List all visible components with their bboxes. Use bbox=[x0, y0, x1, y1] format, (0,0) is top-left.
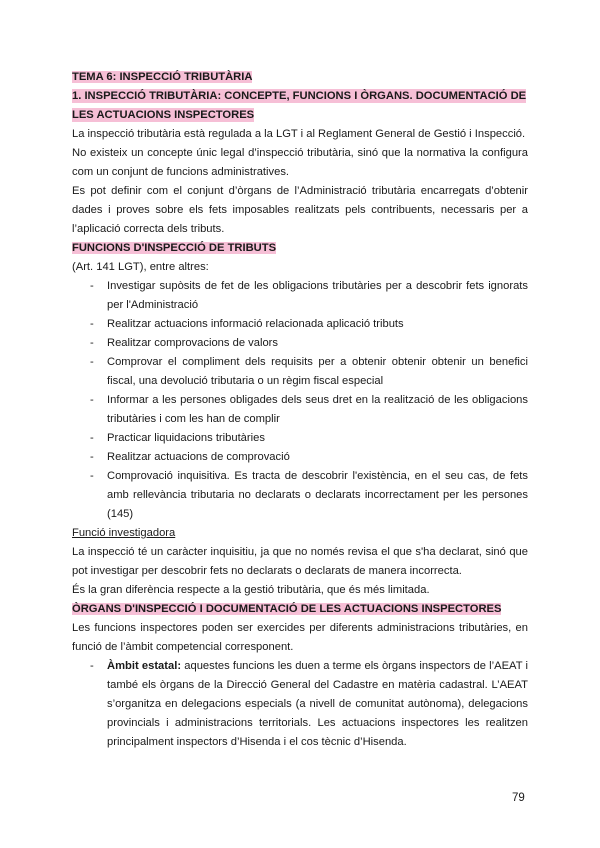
tema-title: TEMA 6: INSPECCIÓ TRIBUTÀRIA bbox=[72, 71, 253, 83]
organs-title: ÒRGANS D'INSPECCIÓ I DOCUMENTACIÓ DE LES ACTUACIONS INSPECTORES bbox=[72, 603, 502, 615]
funcions-intro: (Art. 141 LGT), entre altres: bbox=[72, 261, 209, 273]
page-number: 79 bbox=[512, 792, 525, 804]
paragraph-regulation: La inspecció tributària està regulada a la LGT i al Reglament General de Gestió i Inspecció. bbox=[72, 128, 526, 140]
list-item: - Practicar liquidacions tributàries bbox=[90, 432, 265, 444]
list-item: - Realitzar actuacions informació relacionada aplicació tributs bbox=[90, 318, 404, 330]
ambit-list bbox=[72, 657, 528, 752]
list-item: - Àmbit estatal: aquestes funcions les duen a terme els òrgans inspectors de l’AEAT i també els òrgans de la Direcció General del Cadastre en matèria cadastral. L’AEAT s’organitza en delegacions especials (a nivell de comunitat autònoma), delegacions provincials i administracions territorials. Les actuacions inspectores les realitzen principalment inspectors d’Hisenda i el cos tècnic d’Hisenda. bbox=[90, 660, 528, 748]
funcio-investigadora-title: Funció investigadora bbox=[72, 527, 176, 539]
paragraph-inquisitiu: La inspecció té un caràcter inquisitiu, ja que no només revisa el que s'ha declarat, sinó que pot investigar per descobrir fets no declarats o declarats de manera incorrecta. bbox=[72, 546, 528, 577]
list-item: - Realitzar comprovacions de valors bbox=[90, 337, 278, 349]
document-page bbox=[72, 68, 528, 752]
section1-title: 1. INSPECCIÓ TRIBUTÀRIA: CONCEPTE, FUNCIONS I ÒRGANS. DOCUMENTACIÓ DE LES ACTUACIONS INSPECTORES bbox=[72, 90, 527, 121]
list-item: - Comprovar el compliment dels requisits per a obtenir obtenir obtenir un benefici fiscal, una devolució tributaria o un règim fiscal especial bbox=[90, 356, 528, 387]
list-item: - Comprovació inquisitiva. Es tracta de descobrir l'existència, en el seu cas, de fets amb rellevància tributaria no declarats o declarats incorrectament per les persones (145) bbox=[90, 470, 528, 520]
paragraph-definition: Es pot definir com el conjunt d’òrgans de l’Administració tributària encarregats d’obtenir dades i proves sobre els fets imposables realitzats pels contribuents, necessaris per a l’aplicació correcta dels tributs. bbox=[72, 185, 528, 235]
paragraph-concept: No existeix un concepte únic legal d’inspecció tributària, sinó que la normativa la configura com un conjunt de funcions administratives. bbox=[72, 147, 528, 178]
paragraph-diferencia: És la gran diferència respecte a la gestió tributària, que és més limitada. bbox=[72, 584, 430, 596]
funcions-list bbox=[72, 277, 528, 524]
list-item: - Realitzar actuacions de comprovació bbox=[90, 451, 290, 463]
funcions-title: FUNCIONS D'INSPECCIÓ DE TRIBUTS bbox=[72, 242, 277, 254]
list-item: - Informar a les persones obligades dels seus dret en la realització de les obligacions tributàries i com les han de complir bbox=[90, 394, 528, 425]
paragraph-funcions-inspectores: Les funcions inspectores poden ser exercides per diferents administracions tributàries, en funció de l’àmbit competencial corresponent. bbox=[72, 622, 528, 653]
list-item: - Investigar supòsits de fet de les obligacions tributàries per a descobrir fets ignorats per l'Administració bbox=[90, 280, 528, 311]
